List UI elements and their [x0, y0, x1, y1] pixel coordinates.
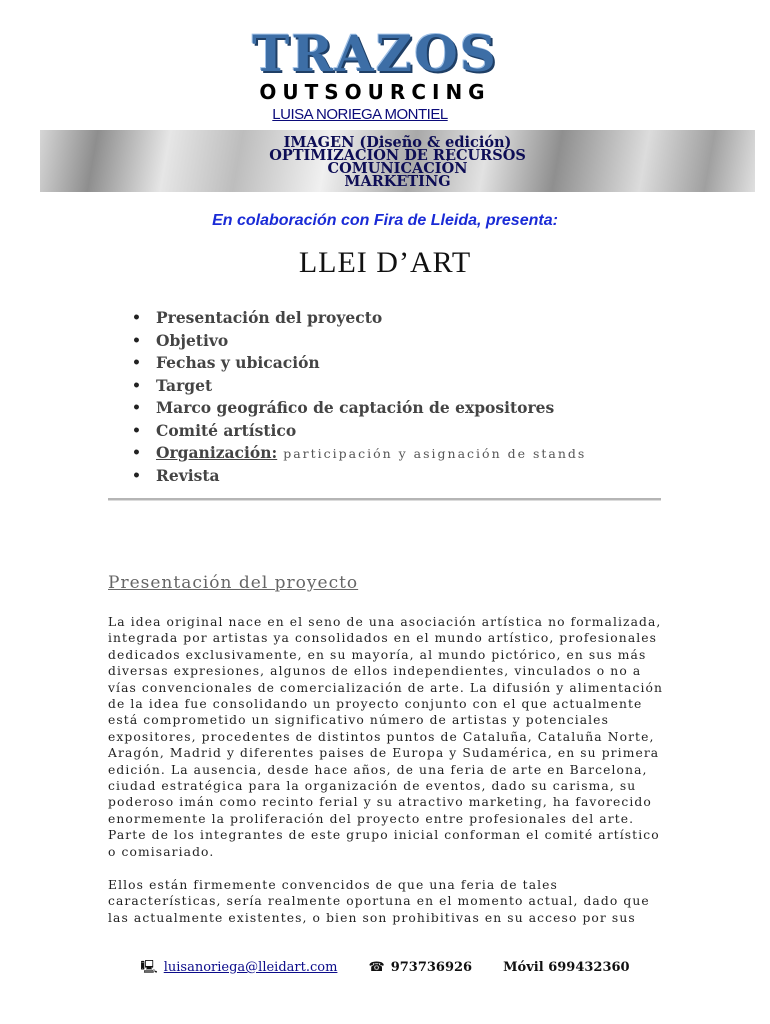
body-paragraph: La idea original nace en el seno de una asociación artística no formalizada, integrada por artistas ya consolidados en el mundo artístico, profesionales dedicados exclusivamente, en su mayoría, al mundo pictórico, en sus más diversas expresiones, algunos de ellos independientes, vinculados o no a vías convencionales de comercialización de arte. La difusión y alimentación de la idea fue consolidando un proyecto conjunto con el que actualmente está comprometido un significativo número de artistas y potenciales expositores, procedentes de distintos puntos de Cataluña, Cataluña Norte, Aragón, Madrid y diferentes paises de Europa y Sudamérica, en su primera edición. La ausencia, desde hace años, de una feria de arte en Barcelona, ciudad estratégica para la organización de eventos, dado su carisma, su poderoso imán como recinto ferial y su atractivo marketing, ha favorecido enormemente la proliferación del proyecto entre profesionales del arte. Parte de los integrantes de este grupo inicial conforman el comité artístico o comisariado. [108, 615, 664, 859]
person-name: LUISA NORIEGA MONTIEL [272, 106, 448, 123]
bullet-icon: • [132, 400, 141, 416]
logo-outsourcing: OUTSOURCING [259, 80, 491, 104]
index-item: • Fechas y ubicación [132, 353, 320, 372]
service-line: COMUNICACIÓN [327, 160, 468, 177]
section-title: Presentación del proyecto [108, 573, 359, 593]
bullet-icon: • [132, 467, 141, 484]
telephone-icon: ☎ [368, 960, 385, 975]
phone-number: 973736926 [390, 960, 473, 975]
bullet-icon: • [132, 377, 141, 394]
bullet-icon: • [132, 422, 141, 439]
bullet-icon: • [132, 445, 141, 461]
computer-icon: 🖳 [140, 960, 158, 975]
service-line: IMAGEN (Diseño & edición) [283, 134, 512, 151]
index-list [132, 307, 586, 487]
index-item: • Revista [132, 465, 220, 485]
email-link[interactable]: luisanoriega@lleidart.com [163, 960, 338, 975]
services-banner [40, 130, 755, 192]
document-title: LLEI D’ART [298, 246, 472, 279]
bullet-icon: • [132, 310, 141, 326]
index-item: • Comité artístico [132, 420, 297, 440]
collaboration-line: En colaboración con Fira de Lleida, presenta: [212, 212, 558, 229]
divider [108, 498, 661, 501]
index-item: • Marco geográfico de captación de expositores [132, 398, 555, 417]
bullet-icon: • [132, 355, 141, 371]
service-line: OPTIMIZACIÓN DE RECURSOS [269, 147, 526, 164]
mobile-number: Móvil 699432360 [503, 960, 630, 975]
organizacion-detail: participación y asignación de stands [277, 446, 587, 461]
index-item: • Objetivo [132, 330, 229, 350]
footer-contact [0, 958, 770, 980]
service-line: MARKETING [344, 173, 451, 190]
index-item: • Target [132, 375, 213, 395]
bullet-icon: • [132, 332, 141, 349]
body-paragraph: Ellos están firmemente convencidos de que una feria de tales características, sería realmente oportuna en el momento actual, dado que las actualmente existentes, o bien son prohibitivas en su acceso por sus [108, 878, 650, 925]
logo-trazos: TRAZOS [252, 24, 498, 83]
index-item: • Organización: participación y asignación de stands [132, 443, 587, 462]
index-item: • Presentación del proyecto [132, 308, 383, 327]
